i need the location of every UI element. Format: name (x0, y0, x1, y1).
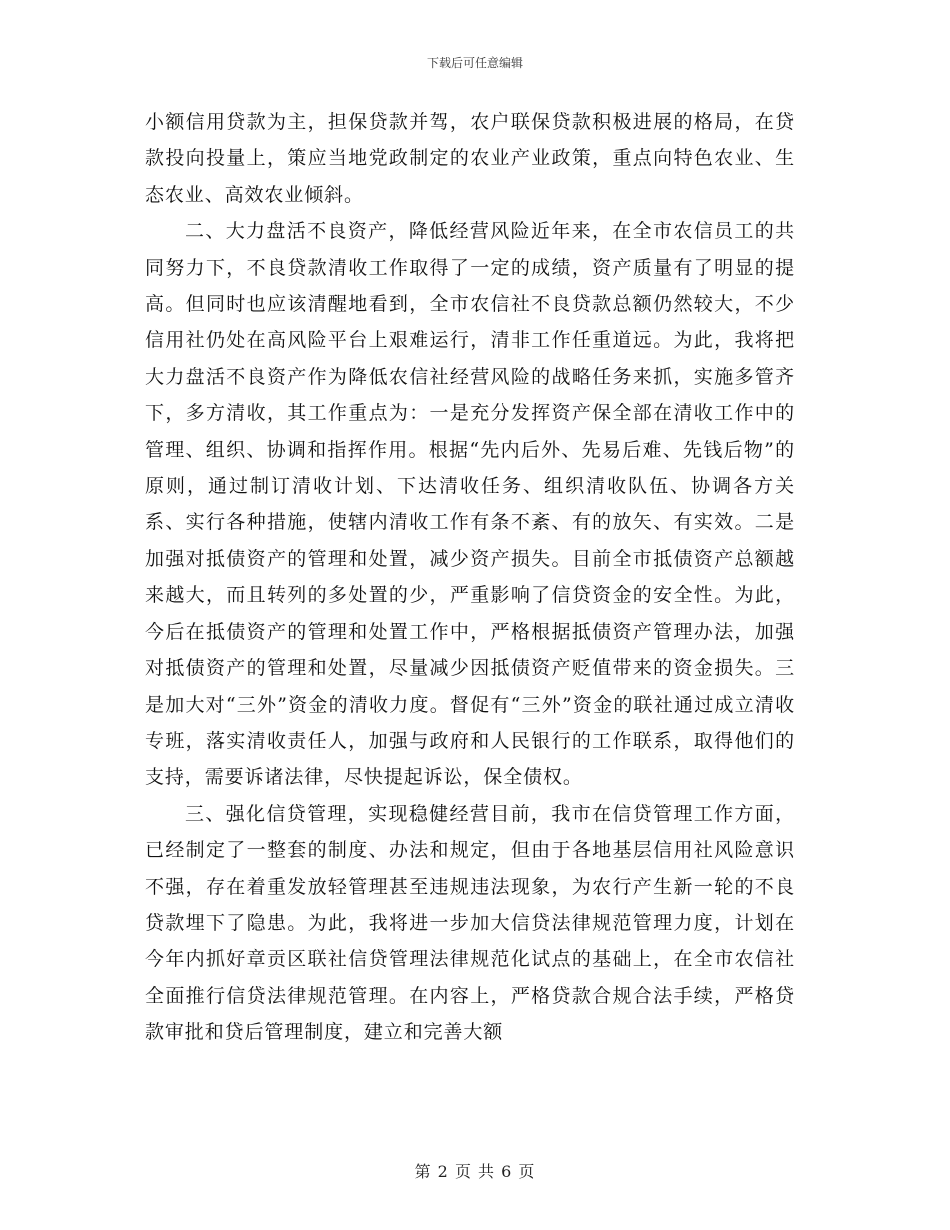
paragraph-section-two: 二、大力盘活不良资产，降低经营风险近年来，在全市农信员工的共同努力下，不良贷款清收工作取得了一定的成绩，资产质量有了明显的提高。但同时也应该清醒地看到，全市农信社不良贷款总额仍然较大，不少信用社仍处在高风险平台上艰难运行，清非工作任重道远。为此，我将把大力盘活不良资产作为降低农信社经营风险的战略任务来抓，实施多管齐下，多方清收，其工作重点为：一是充分发挥资产保全部在清收工作中的管理、组织、协调和指挥作用。根据“先内后外、先易后难、先钱后物”的原则，通过制订清收计划、下达清收任务、组织清收队伍、协调各方关系、实行各种措施，使辖内清收工作有条不紊、有的放矢、有实效。二是加强对抵债资产的管理和处置，减少资产损失。目前全市抵债资产总额越来越大，而且转列的多处置的少，严重影响了信贷资金的安全性。为此，今后在抵债资产的管理和处置工作中，严格根据抵债资产管理办法，加强对抵债资产的管理和处置，尽量减少因抵债资产贬值带来的资金损失。三是加大对“三外”资金的清收力度。督促有“三外”资金的联社通过成立清收专班，落实清收责任人，加强与政府和人民银行的工作联系，取得他们的支持，需要诉诸法律，尽快提起诉讼，保全债权。 (145, 220, 795, 789)
header-note: 下载后可任意编辑 (426, 56, 523, 70)
paragraph-section-three: 三、强化信贷管理，实现稳健经营目前，我市在信贷管理工作方面，已经制定了一整套的制度、办法和规定，但由于各地基层信用社风险意识不强，存在着重发放轻管理甚至违规违法现象，为农行产生新一轮的不良贷款埋下了隐患。为此，我将进一步加大信贷法律规范管理力度，计划在今年内抓好章贡区联社信贷管理法律规范化试点的基础上，在全市农信社全面推行信贷法律规范管理。在内容上，严格贷款合规合法手续，严格贷款审批和贷后管理制度，建立和完善大额 (145, 802, 795, 1044)
paragraph-continuation: 小额信用贷款为主，担保贷款并驾，农户联保贷款积极进展的格局，在贷款投向投量上，策应当地党政制定的农业产业政策，重点向特色农业、生态农业、高效农业倾斜。 (145, 111, 795, 206)
page-number-footer: 第 2 页 共 6 页 (414, 1162, 536, 1181)
document-body (145, 104, 795, 1051)
